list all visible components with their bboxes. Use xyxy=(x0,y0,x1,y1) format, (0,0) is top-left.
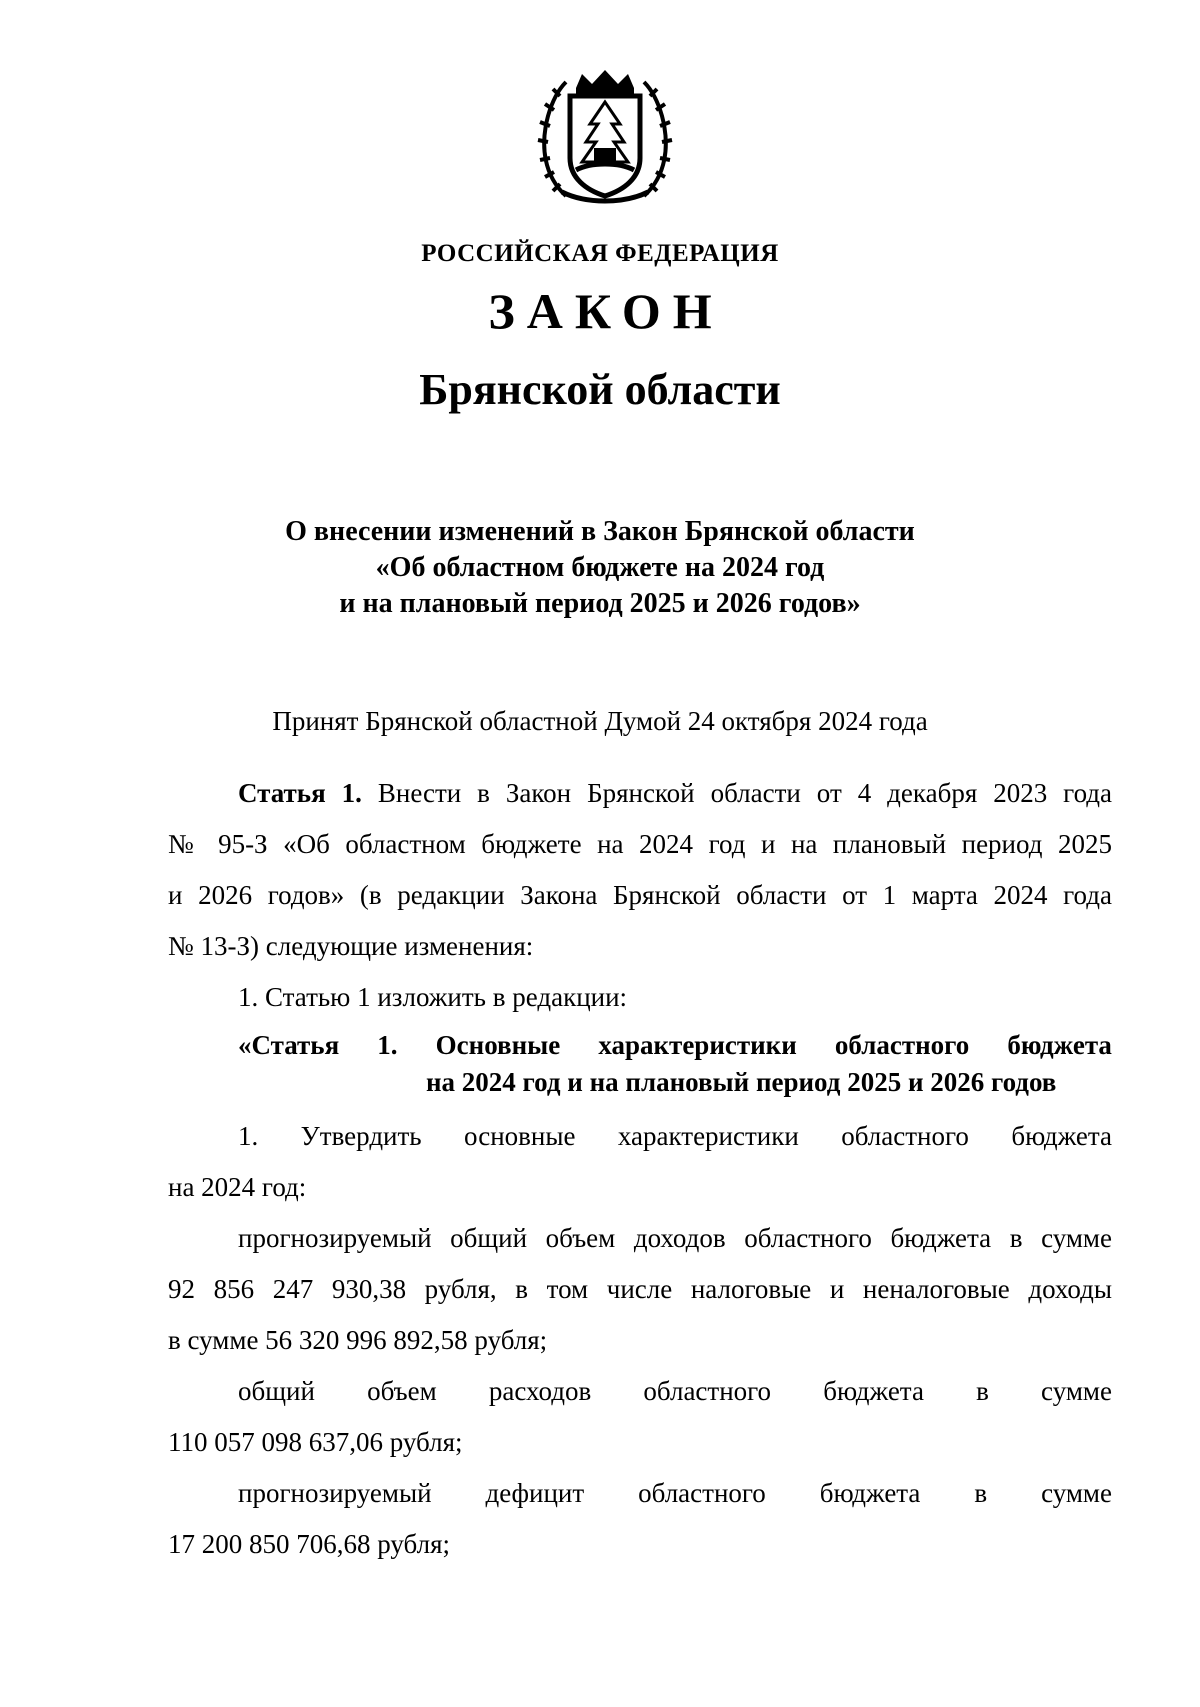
deficit-line-2: 17 200 850 706,68 рубля; xyxy=(168,1529,450,1559)
article1-line-1 xyxy=(168,768,1112,819)
quoted-article-heading-line-1 xyxy=(168,1027,1112,1064)
law-title-line-1: О внесении изменений в Закон Брянской области xyxy=(285,516,915,547)
heading-word: 1. xyxy=(377,1030,398,1060)
revenue-line-3: в сумме 56 320 996 892,58 рубля; xyxy=(168,1325,548,1355)
heading-word: бюджета xyxy=(1007,1030,1112,1060)
clause1-line-2: на 2024 год: xyxy=(168,1172,307,1202)
clause1-line-1: 1. Утвердить основные характеристики областного бюджета xyxy=(238,1121,1112,1151)
heading-word: характеристики xyxy=(598,1030,797,1060)
article1-text-1: Внести в Закон Брянской области от 4 декабря 2023 года xyxy=(377,778,1113,808)
item1: 1. Статью 1 изложить в редакции: xyxy=(238,982,628,1012)
heading-word: «Статья xyxy=(238,1030,340,1060)
document-body xyxy=(168,768,1112,1570)
country-heading: РОССИЙСКАЯ ФЕДЕРАЦИЯ xyxy=(421,240,779,267)
heading-word: Основные xyxy=(435,1030,561,1060)
quoted-article-heading-line-2: на 2024 год и на плановый период 2025 и 2026 годов xyxy=(426,1067,1057,1097)
revenue-line-1: прогнозируемый общий объем доходов областного бюджета в сумме xyxy=(238,1223,1112,1253)
revenue-line-2: 92 856 247 930,38 рубля, в том числе налоговые и неналоговые доходы xyxy=(168,1274,1112,1304)
law-title-line-3: и на плановый период 2025 и 2026 годов» xyxy=(339,588,861,619)
region-heading: Брянской области xyxy=(419,365,781,414)
law-heading: ЗАКОН xyxy=(488,283,724,339)
deficit-line-1: прогнозируемый дефицит областного бюджета в сумме xyxy=(238,1478,1112,1508)
article1-line-4: № 13-З) следующие изменения: xyxy=(168,931,534,961)
expenses-line-2: 110 057 098 637,06 рубля; xyxy=(168,1427,463,1457)
expenses-line-1: общий объем расходов областного бюджета в сумме xyxy=(238,1376,1112,1406)
law-title-line-2: «Об областном бюджете на 2024 год xyxy=(375,552,825,583)
article1-label: Статья 1. xyxy=(238,778,362,808)
adoption-note: Принят Брянской областной Думой 24 октября 2024 года xyxy=(272,706,928,736)
quoted-article-heading xyxy=(168,1027,1112,1101)
article1-line-2: № 95-З «Об областном бюджете на 2024 год и на плановый период 2025 xyxy=(168,829,1112,859)
article1-line-3: и 2026 годов» (в редакции Закона Брянской области от 1 марта 2024 года xyxy=(168,880,1112,910)
heading-word: областного xyxy=(834,1030,970,1060)
coat-of-arms-emblem xyxy=(536,66,674,206)
